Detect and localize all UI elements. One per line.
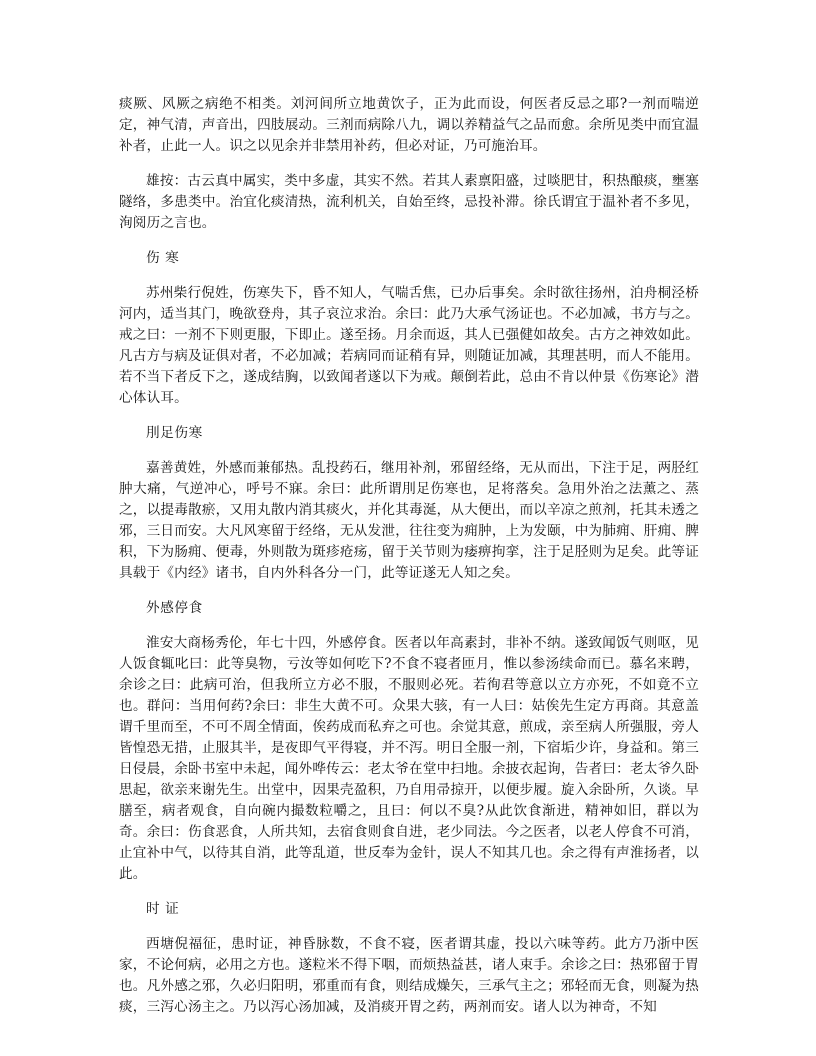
section-heading-waigan: 外感停食 <box>146 600 203 616</box>
paragraph-continued: 痰厥、风厥之病绝不相类。刘河间所立地黄饮子，正为此而设，何医者反忌之耶?一剂而喘逆定，神气清，声音出，四肢展动。三剂而病除八九，调以养精益气之品而愈。余所见类中而宜温补者，止此一人。识之以见余并非禁用补药，但必对证，乃可施治耳。 <box>119 96 699 154</box>
paragraph-shizheng: 西塘倪福征，患时证，神昏脉数，不食不寝，医者谓其虚，投以六味等药。此方乃浙中医家，不论何病，必用之方也。遂粒米不得下咽，而烦热益甚，诸人束手。余诊之曰：热邪留于胃也。凡外感之邪，久必归阳明，邪重而有食，则结成燥矢，三承气主之；邪轻而无食，则凝为热痰，三泻心汤主之。乃以泻心汤加减，及消痰开胃之药，两剂而安。诸人以为神奇，不知 <box>119 936 699 1015</box>
paragraph-shanghan: 苏州柴行倪姓，伤寒失下，昏不知人，气喘舌焦，已办后事矣。余时欲往扬州，泊舟桐泾桥河内，适当其门，晚欲登舟，其子哀泣求治。余曰：此乃大承气汤证也。不必加减，书方与之。戒之曰：一剂不下则更服，下即止。遂至扬。月余而返，其人已强健如故矣。古方之神效如此。凡古方与病及证俱对者，不必加减；若病同而证稍有异，则随证加减，其理甚明，而人不能用。若不当下者反下之，遂成结胸，以致闻者遂以下为戒。颠倒若此，总由不肯以仲景《伤寒论》潜心体认耳。 <box>119 285 699 406</box>
section-heading-shanghan: 伤 寒 <box>146 250 180 266</box>
paragraph-annotation: 雄按：古云真中属实，类中多虚，其实不然。若其人素禀阳盛，过啖肥甘，积热酿痰，壅塞隧络，多患类中。治宜化痰清热，流利机关，自始至终，忌投补滞。徐氏谓宜于温补者不多见，洵阅历之言也。 <box>119 173 699 231</box>
section-heading-jianzu: 刖足伤寒 <box>146 425 203 441</box>
section-heading-shizheng: 时 证 <box>146 901 180 917</box>
page-body <box>119 94 699 1018</box>
paragraph-waigan: 淮安大商杨秀伦，年七十四，外感停食。医者以年高素封，非补不纳。遂致闻饭气则呕，见人饭食辄叱曰：此等臭物，亏汝等如何吃下?不食不寝者匝月，惟以参汤续命而已。慕名来聘，余诊之曰：此病可治，但我所立方必不服，不服则必死。若徇君等意以立方亦死，不如竟不立也。群问：当用何药?余曰：非生大黄不可。众果大骇，有一人曰：姑俟先生定方再商。其意盖谓千里而至，不可不周全情面，俟药成而私弃之可也。余觉其意，煎成，亲至病人所强服，旁人皆惶恐无措，止服其半，是夜即气平得寝，并不泻。明日全服一剂，下宿垢少许，身益和。第三日侵晨，余卧书室中未起，闻外哗传云：老太爷在堂中扫地。余披衣起询，告者曰：老太爷久卧思起，欲亲来谢先生。出堂中，因果壳盈积，乃自用帚掠开，以便步履。旋入余卧所，久谈。早膳至，病者观食，自向碗内撮数粒嚼之，且曰：何以不臭?从此饮食渐进，精神如旧，群以为奇。余曰：伤食恶食，人所共知，去宿食则食自进，老少同法。今之医者，以老人停食不可消，止宜补中气，以待其自消，此等乱道，世反奉为金针，误人不知其几也。余之得有声淮扬者，以此。 <box>119 635 699 882</box>
paragraph-jianzu: 嘉善黄姓，外感而兼郁热。乱投药石，继用补剂，邪留经络，无从而出，下注于足，两胫红肿大痛，气逆冲心，呼号不寐。余曰：此所谓刖足伤寒也，足将落矣。急用外治之法薰之、蒸之，以提毒散瘀，又用丸散内消其痰火，并化其毒涎，从大便出，而以辛凉之煎剂，托其未透之邪，三日而安。大凡风寒留于经络，无从发泄，往往变为痈肿，上为发颐，中为肺痈、肝痈、脾积，下为肠痈、便毒，外则散为斑疹疮疡，留于关节则为痿痹拘挛，注于足胫则为足矣。此等证具载于《内经》诸书，自内外科各分一门，此等证遂无人知之矣。 <box>119 460 699 581</box>
